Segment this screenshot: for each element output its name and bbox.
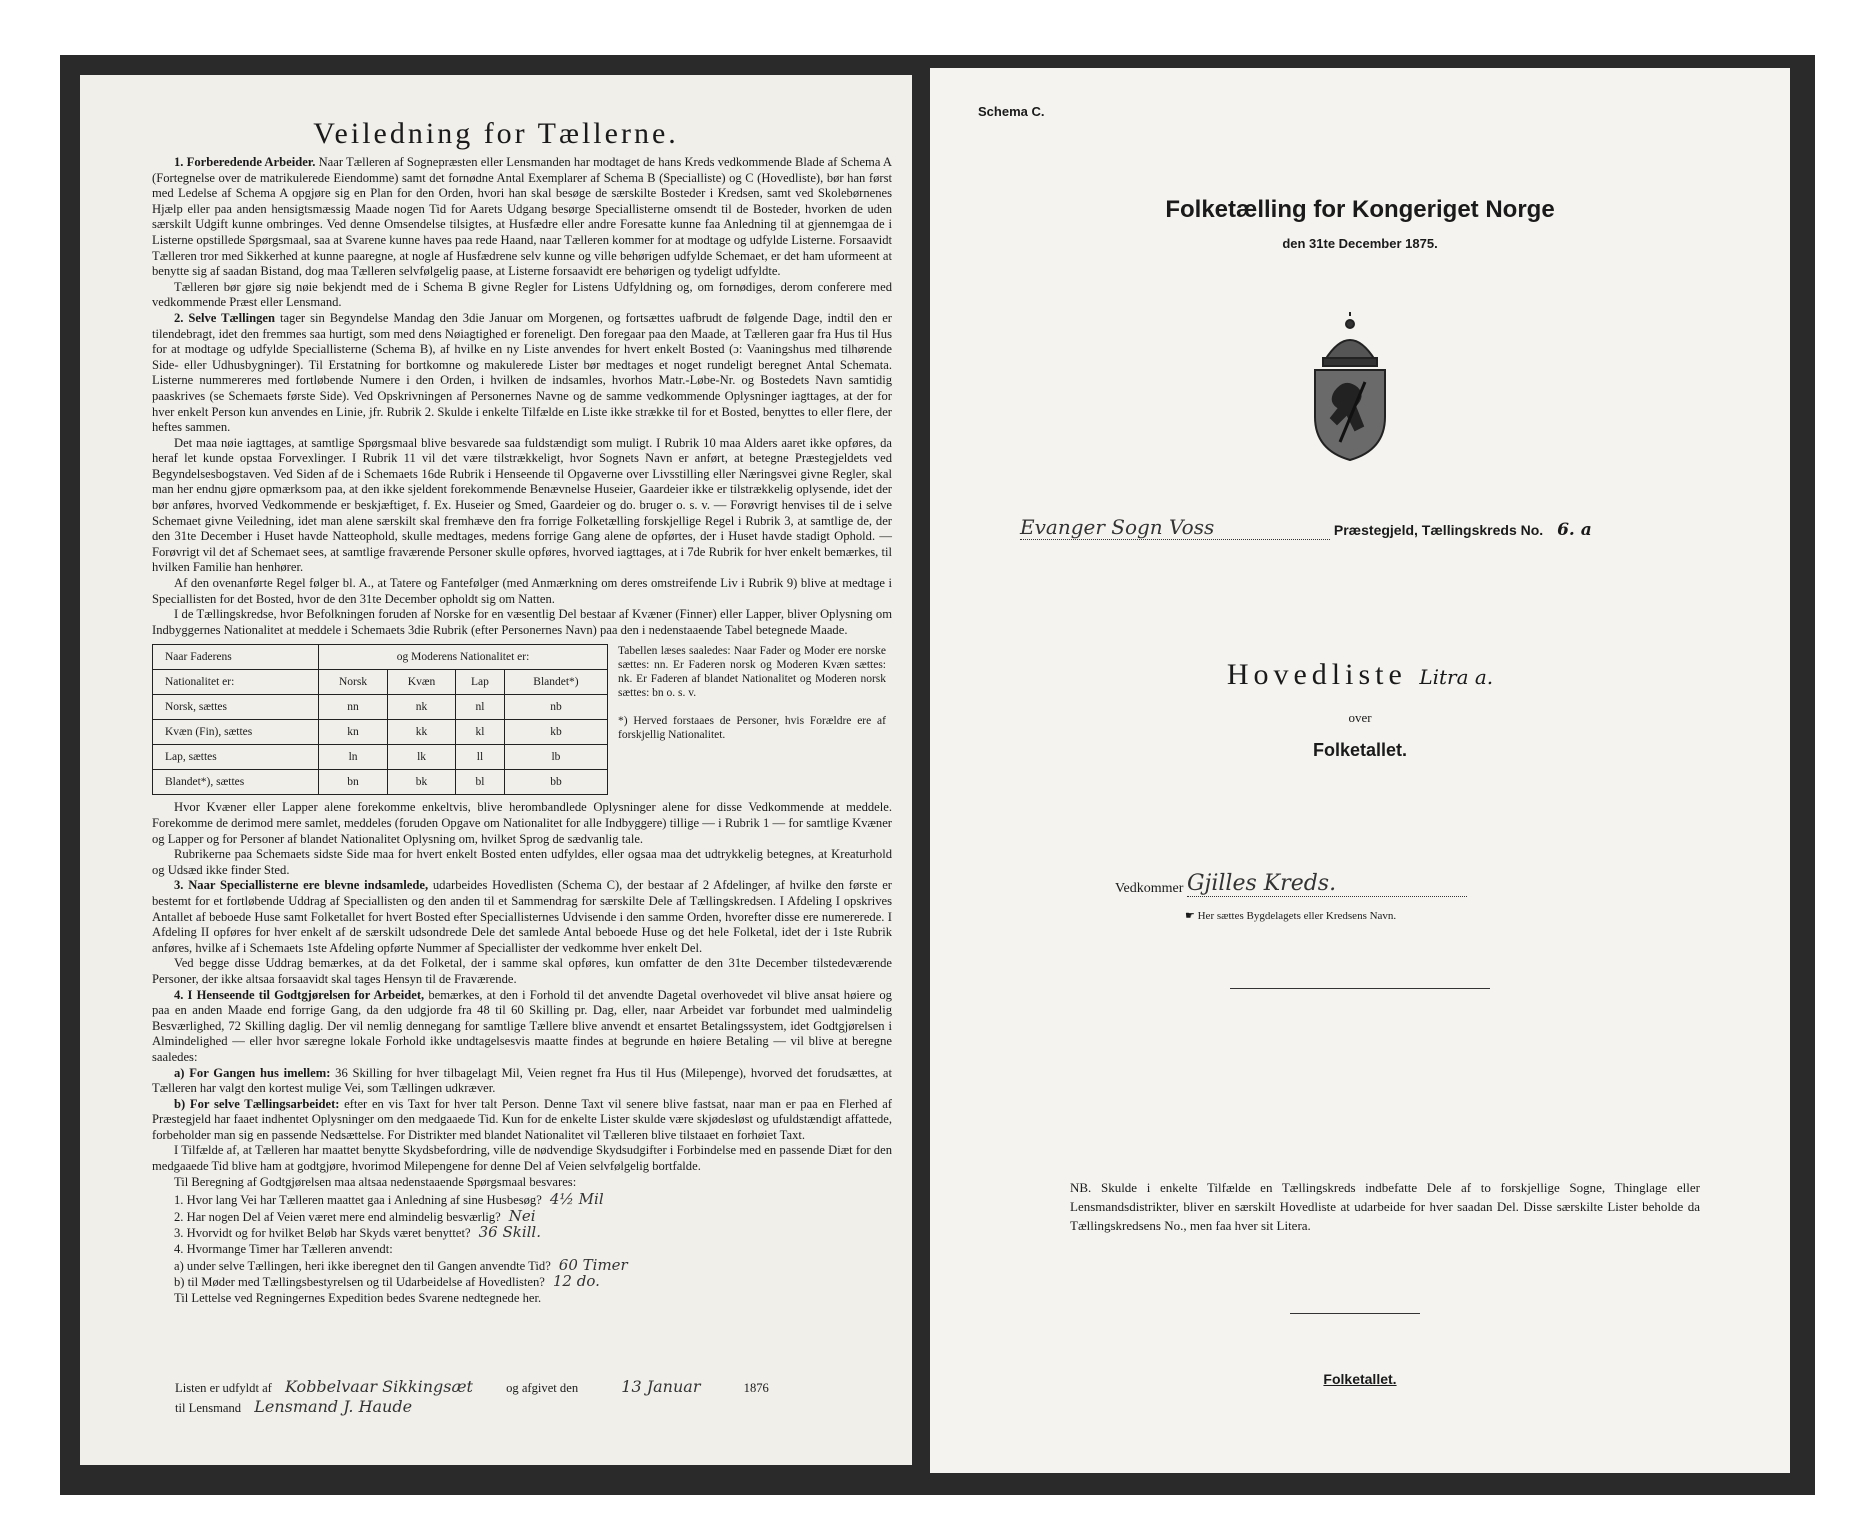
paragraph-text: Hvor Kvæner eller Lapper alene forekomme enkeltvis, blive herombandlede Oplysninger alene for disse Vedkommende at meddele. Forekomme de derimod mere samlet, meddeles (foruden Opgave om Nationalitet for alle Indbyggere) tillige — i Rubrik 1 — for samtlige Kvæner og Lapper og for Personer af blandet Nationalitet Oplysning om, hvilket Sprog de sædvanlig tale. — [152, 800, 892, 846]
question-text: 3. Hvorvidt og for hvilket Beløb har Skyds været benyttet? — [174, 1226, 471, 1241]
hovedliste-text: Hovedliste — [1226, 658, 1407, 691]
paragraph-text: I de Tællingskredse, hvor Befolkningen foruden af Norske for en væsentlig Del bestaar af Kvæner (Finner) eller Lapper, bliver Oplysning om Indbyggernes Nationalitet at meddele i Schemaets 3die Rubrik (efter Personernes Navn) paa den i nedenstaaende Tabel betegnede Maade. — [152, 607, 892, 637]
signature-line-1 — [175, 1377, 769, 1396]
paragraph-lead: 2. Selve Tællingen — [174, 310, 275, 325]
paragraph-text: Tælleren bør gjøre sig nøie bekjendt med de i Schema B givne Regler for Listens Udfyldning og, om fornødiges, derom conferere med vedkommende Præst eller Lensmand. — [152, 279, 892, 310]
instruction-paragraph — [152, 1175, 892, 1191]
table-column-header: Lap — [455, 670, 504, 695]
litra-hand: Litra a. — [1419, 665, 1494, 689]
question-text: 2. Har nogen Del af Veien været mere end almindelig besværlig? — [174, 1209, 501, 1224]
question-text: 1. Hvor lang Vei har Tælleren maattet gaa i Anledning af sine Husbesøg? — [174, 1193, 542, 1208]
signature-date: 13 Januar — [621, 1377, 701, 1396]
question-item — [152, 1255, 892, 1275]
over-text: over — [1348, 710, 1372, 725]
instruction-paragraph — [152, 607, 892, 638]
question-item — [152, 1225, 892, 1242]
schema-label: Schema C. — [978, 104, 1045, 119]
paragraph-text: udarbeides Hovedlisten (Schema C), der bestaar af 2 Afdelinger, af hvilke den første er bestemt for et fortløbende Uddrag af Speciallisten og den anden til et Sammendrag for særskilte Dele af Tællingskredsen. I Afdeling I opskrives Antallet af beboede Huse samt Folketallet for hvert Bosted efter Speciallisternes Udvisende i den samme Orden, hvorefter disse ere numererede. I Afdeling II opføres for hver enkelt af de særskilt udsondrede Dele det samlede Antal beboede Huse og det hele Folketal, idet der i 1ste Rubrik anføres, hvilke af i Schemaets 1ste Afdeling opførte Nummer af Speciallister der vedkomme hver enkelt Del. — [152, 878, 892, 955]
divider-2 — [1290, 1313, 1420, 1314]
paragraph-lead: b) For selve Tællingsarbeidet: — [174, 1096, 340, 1111]
table-row-label: Norsk, sættes — [153, 695, 319, 720]
table-note-mixed: *) Herved forstaaes de Personer, hvis Forældre ere af forskjellig Nationalitet. — [618, 715, 886, 742]
coat-of-arms-icon — [1295, 312, 1405, 462]
table-cell: lb — [504, 745, 607, 770]
table-row — [153, 695, 608, 720]
paragraph-text: Ved begge disse Uddrag bemærkes, at da det Folketal, der i samme skal opføres, kun omfatter de den 31te December tilstedeværende Personer, der ikke altsaa forsaavidt skal tages Hensyn til de Fraværende. — [152, 956, 892, 986]
census-title: Folketælling for Kongeriget Norge — [1165, 196, 1555, 223]
table-explanation — [618, 644, 886, 742]
paragraph-text: Af den ovenanførte Regel følger bl. A., at Tatere og Fantefølger (med Anmærkning om deres omstreifende Liv i Rubrik 9) blive at medtage i Speciallisten for det Bosted, hvor de den 31te December opholdt sig om Natten. — [152, 576, 892, 606]
paragraph-text: I Tilfælde af, at Tælleren har maattet benytte Skydsbefordring, ville de nødvendige Skydsudgifter i Forbindelse med en passende Diæt for den medgaaede Tid blive ham at godtgjøre, hvorimod Milepengene for denne Del af Veien selvfølgelig bortfalde. — [152, 1143, 892, 1174]
kreds-note: ☛ Her sættes Bygdelagets eller Kredsens Navn. — [1185, 910, 1397, 922]
vedkommer-field — [1186, 871, 1467, 897]
instruction-paragraph — [152, 800, 892, 847]
signature-hand: Kobbelvaar Sikkingsæt — [285, 1377, 473, 1396]
table-cell: nl — [455, 695, 504, 720]
lensmand-hand: Lensmand J. Haude — [254, 1397, 413, 1416]
question-answer-hand: 12 do. — [552, 1272, 600, 1291]
divider-1 — [1230, 988, 1490, 989]
paragraph-text: efter en vis Taxt for hver talt Person. Denne Taxt vil senere blive fastsat, naar man er paa en Flerhed af Præstegjeld har faaet indhentet Oplysninger om den medgaaede Tid. Kun for de enkelte Lister skulde være skjødesløst og ufuldstændigt affattede, forbeholder man sig en passende Nedsættelse. For Distrikter med blandet Nationalitet vil Tælleren blive tilstaaet en forhøiet Taxt. — [152, 1096, 892, 1142]
kreds-hand: Gjilles Kreds. — [1186, 871, 1337, 896]
vedkommer-label: Vedkommer — [1115, 881, 1184, 896]
instructions-title: Veiledning for Tællerne. — [313, 117, 679, 150]
instruction-paragraph — [152, 988, 892, 1066]
table-cell: nn — [319, 695, 388, 720]
table-cell: nb — [504, 695, 607, 720]
table-cell: bk — [388, 770, 456, 795]
table-cell: kk — [388, 720, 456, 745]
nb-note: NB. Skulde i enkelte Tilfælde en Tællingskreds indbefatte Dele af to forskjellige Sogne, Thinglage eller Lensmandsdistrikter, bliver en særskilt Hovedliste at udarbeide for hver saadan Del. Disse særskilte Lister beholde da Tællingskredsens No., men faa hver sit Litera. — [1070, 1180, 1700, 1233]
table-note-reading: Tabellen læses saaledes: Naar Fader og Moder ere norske sættes: nn. Er Faderen norsk og Moderen Kvæn sættes: nk. Er Faderen af blandet Nationalitet og Moderen norsk sættes: bn o. s. v. — [618, 645, 886, 700]
instruction-paragraph — [152, 280, 892, 311]
paragraph-text: bemærkes, at den i Forhold til det anvendte Dagetal overhovedet vil blive ansat høiere og paa en anden Maade end forrige Gang, da den udgjorde fra 48 til 60 Skilling pr. Dag, eller, naar Arbeidet var forbundet med ualmindelig Besværlighed, 72 Skilling daglig. Der vil nemlig dennegang for samtlige Tællere blive anvendt et ensartet Betalingssystem, idet Godtgjørelsen i Almindelighed — eller hvor særegne lokale Forhold ikke undtagelsesvis maatte findes at begrunde en høiere Betaling — vil blive at beregne saaledes: — [152, 987, 892, 1064]
nationality-section — [152, 644, 892, 794]
paragraph-text: Rubrikerne paa Schemaets sidste Side maa for hvert enkelt Bosted enten udfyldes, eller ogsaa maa det udtrykkelig betegnes, at Kreaturhold og Udsæd ikke finder Sted. — [152, 847, 892, 877]
paragraph-text: tager sin Begyndelse Mandag den 3die Januar om Morgenen, og fortsættes uafbrudt de følgende Dage, indtil den er tilendebragt, idet den fremmes saa hurtigt, som med dens Nøiagtighed er foreneligt. Den foregaar paa den Maade, at Tælleren gaar fra Hus til Hus for at modtage og udfylde Speciallisterne (Schema B), af hvilke en ny Liste anvendes for hvert enkelt Bosted (ɔ: Vaaningshus med tilhørende Side- eller Udhusbygninger). Til Erstatning for bortkomne og makulerede Lister bør medtages et noget rundeligt beregnet Antal Schemata. Listerne nummereres med fortløbende Numere i den Orden, i hvilken de indsamles, hvorhos Matr.-Løbe-Nr. og Bostedets Navn samtidig paaskrives (se Schemaets første Side). Ved Opskrivningen af Personernes Navne og de samme vedkommende Oplysninger iagttages, at der for hver enkelt Person kun anvendes en Linie, jfr. Rubrik 2. Skulde i enkelte Tilfælde en Liste ikke strække til for et Bosted, benyttes to eller flere, der heftes sammen. — [152, 310, 892, 435]
table-column-header: Blandet*) — [504, 670, 607, 695]
question-answer-hand: 4½ Mil — [549, 1190, 604, 1209]
question-item — [152, 1242, 892, 1258]
parish-field — [1020, 515, 1330, 540]
table-cell: kl — [455, 720, 504, 745]
question-text: b) til Møder med Tællingsbestyrelsen og til Udarbeidelse af Hovedlisten? — [174, 1275, 545, 1290]
table-row — [153, 770, 608, 795]
hovedliste-heading — [930, 658, 1790, 692]
parish-hand: Evanger Sogn Voss — [1020, 515, 1215, 539]
table-row-label: Blandet*), sættes — [153, 770, 319, 795]
table-cell: nk — [388, 695, 456, 720]
table-header-nationality: Nationalitet er: — [153, 670, 319, 695]
table-cell: bb — [504, 770, 607, 795]
kreds-number-hand: 6. a — [1557, 520, 1592, 540]
instructions-body — [152, 155, 892, 1306]
question-answer-hand: 36 Skill. — [478, 1223, 541, 1242]
right-page-cover — [930, 68, 1790, 1473]
question-text: Til Lettelse ved Regningernes Expedition bedes Svarene nedtegnede her. — [174, 1290, 542, 1305]
nationality-table — [152, 644, 608, 795]
table-row-label: Kvæn (Fin), sættes — [153, 720, 319, 745]
table-row — [153, 745, 608, 770]
table-row — [153, 720, 608, 745]
paragraph-text: Det maa nøie iagttages, at samtlige Spørgsmaal blive besvarede saa fuldstændigt som muligt. I Rubrik 10 maa Alders aaret ikke opføres, da heraf let kunde opstaa Forvexlinger. I Rubrik 11 vil det være tilstrækkeligt, hvor Sognets Navn er anført, at betegne Præstegjeldets ved Begyndelsesbogstaven. Ved Siden af de i Schemaets 16de Rubrik i Henseende til Opgaverne over Livsstilling eller Næringsvei givne Regler, skal man her endnu gjøre opmærksom paa, at den ikke sjeldent forekommende Benævnelse Huseier, Gaardeier ikke er tilstrækkelig oplysende, idet der bør anføres, hvorved Vedkommende er beskjæftiget, f. Ex. Huseier og Smed, Gaardeier og do. bruger o. s. v. — Forøvrigt henvises til de i selve Schemaet givne Veiledning, idet man alene særskilt skal fremhæve den fra forrige Folketælling forskjellige Regel i Rubrik 3, at samtlige de, der den 31te December i Huset havde Natteophold, skulle medtages, medens forrige Gang alene de opførtes, der i Huset havde stadigt Ophold. — Forøvrigt vil det af Schemaet sees, at samtlige fraværende Personer skulle opføres, hvorved iagttages, at i 7de Rubrik for hver enkelt bemærkes, til hvilken Familie han henhører. — [152, 435, 892, 575]
instruction-paragraph — [152, 878, 892, 956]
paragraph-lead: 3. Naar Speciallisterne ere blevne indsamlede, — [174, 878, 429, 893]
instruction-paragraph — [152, 311, 892, 436]
signature-mid: og afgivet den — [506, 1381, 579, 1395]
table-row-label: Lap, sættes — [153, 745, 319, 770]
table-cell: ll — [455, 745, 504, 770]
vedkommer-line — [1115, 871, 1467, 897]
table-cell: kb — [504, 720, 607, 745]
question-answer-hand: 60 Timer — [558, 1255, 628, 1274]
table-column-header: Kvæn — [388, 670, 456, 695]
census-date: den 31te December 1875. — [1282, 236, 1438, 251]
signature-year: 1876 — [743, 1381, 769, 1395]
paragraph-lead: a) For Gangen hus imellem: — [174, 1065, 331, 1080]
table-cell: kn — [319, 720, 388, 745]
question-text: 4. Hvormange Timer har Tælleren anvendt: — [174, 1242, 393, 1257]
instruction-paragraph — [152, 576, 892, 607]
lensmand-prefix: til Lensmand — [175, 1401, 242, 1415]
instruction-paragraph — [152, 956, 892, 987]
instruction-paragraph — [152, 847, 892, 878]
question-item — [152, 1274, 892, 1291]
instruction-paragraph — [152, 155, 892, 280]
parish-label: Præstegjeld, Tællingskreds No. — [1333, 522, 1544, 538]
question-answer-hand: Nei — [508, 1206, 536, 1225]
paragraph-lead: 4. I Henseende til Godtgjørelsen for Arbeidet, — [174, 987, 425, 1002]
folketallet-heading: Folketallet. — [1312, 740, 1408, 760]
folketallet-bottom: Folketallet. — [1323, 1371, 1397, 1387]
question-text: a) under selve Tællingen, heri ikke iberegnet den til Gangen anvendte Tid? — [174, 1258, 551, 1273]
left-page-instructions — [80, 75, 912, 1465]
table-header-father: Naar Faderens — [153, 645, 319, 670]
table-column-header: Norsk — [319, 670, 388, 695]
paragraph-lead: 1. Forberedende Arbeider. — [174, 155, 316, 169]
paragraph-text: 36 Skilling for hver tilbagelagt Mil, Veien regnet fra Hus til Hus (Milepenge), hvorved det forudsættes, at Tælleren har valgt den kortest mulige Vei, som Tællingen udkræver. — [152, 1065, 892, 1096]
instruction-paragraph — [152, 1143, 892, 1174]
table-cell: bl — [455, 770, 504, 795]
table-header-mother: og Moderens Nationalitet er: — [319, 645, 608, 670]
instruction-paragraph — [152, 1097, 892, 1144]
table-cell: ln — [319, 745, 388, 770]
signature-line-2 — [175, 1397, 412, 1416]
parish-line — [1020, 515, 1720, 540]
instruction-paragraph — [152, 436, 892, 576]
paragraph-text: Naar Tælleren af Sognepræsten eller Lensmanden har modtaget de hans Kreds vedkommende Blade af Schema A (Fortegnelse over de matrikulerede Eiendomme) samt det fornødne Antal Exemplarer af Schema B (Specialliste) og C (Hovedliste), bør han først med Ledelse af Schema A opgjøre sig en Plan for den Orden, hvori han skal besøge de særskilte Bosteder i Kredsen, samt ved Skolebørnenes Hjælp eller paa anden hensigtsmæssig Maade nogen Tid for Aarets Udgang besørge Speciallisterne omsendt til de Bosteder, hvorken de uden særskilt Udgift kunne ombringes. Ved denne Omsendelse tilsigtes, at Husfædre eller andre Foresatte kunne faa Anledning til at gjennemgaa de i Listerne opstillede Spørgsmaal, saa at Svarene kunne haves paa rede Haand, naar Tælleren kommer for at modtage og udfylde Listerne. Forsaavidt Tælleren tror med Sikkerhed at kunne paaregne, at nogle af Husfædrene selv kunne og ville behørigen udfylde Schemaet, er det ham uformeent at benytte sig af saadan Bistand, dog maa Tælleren selvfølgelig paase, at Listerne forsaavidt ere behørigen og tydeligt udfyldte. — [152, 155, 892, 279]
paragraph-text: Til Beregning af Godtgjørelsen maa altsaa nedenstaaende Spørgsmaal besvares: — [174, 1174, 577, 1189]
table-cell: bn — [319, 770, 388, 795]
signature-prefix: Listen er udfyldt af — [175, 1381, 272, 1395]
question-item — [152, 1291, 892, 1307]
table-cell: lk — [388, 745, 456, 770]
instruction-paragraph — [152, 1066, 892, 1097]
